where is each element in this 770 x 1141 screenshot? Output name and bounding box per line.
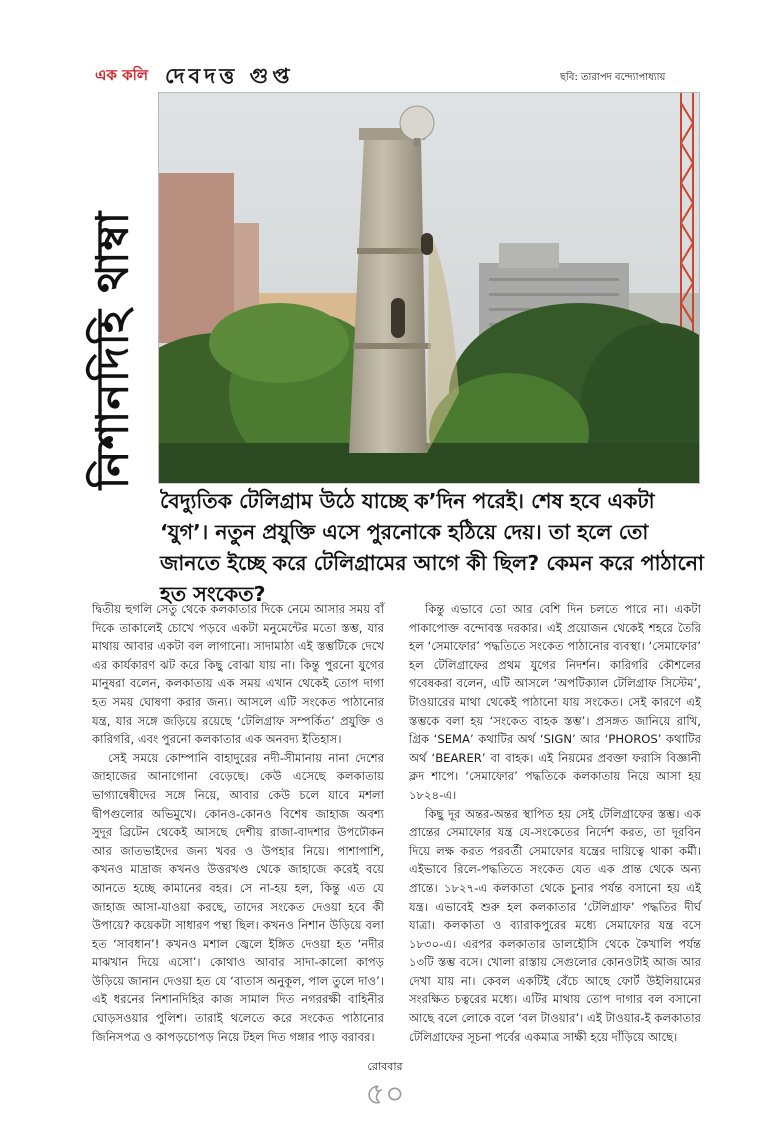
page-number: ৫০ — [365, 1077, 405, 1112]
body-paragraph: দ্বিতীয় হুগলি সেতু থেকে কলকাতার দিকে নেমে আসার সময় বাঁ দিকে তাকালেই চোখে পড়বে একটা মনুমেন্টের মতো স্তম্ভ, যার মাথায় আবার একটা বল লাগানো। সাদামাঠা এই স্তম্ভটিকে দেখে এর কার্যকারণ ঝট করে কিছু বোঝা যায় না। কিন্তু পুরনো যুগের মানুষরা বলেন, কলকাতায় এক সময় এখান থেকেই তোপ দাগা হত সময় ঘোষণা করার জন্য। আসলে এটি সংকেত পাঠানোর যন্ত্র, যার সঙ্গে জড়িয়ে রয়েছে ‘টেলিগ্রাফ সম্পর্কিত’ প্রযুক্তি ও কারিগরি, এবং পুরনো কলকাতার এক অনবদ্য ইতিহাস। — [92, 602, 384, 747]
body-paragraph: কিন্তু এভাবে তো আর বেশি দিন চলতে পারে না। একটা পাকাপোক্ত বন্দোবস্ত দরকার। এই প্রয়োজন থেকেই শহরে তৈরি হল ‘সেমাফোর’ পদ্ধতিতে সংকেত পাঠানোর ব্যবস্থা। ‘সেমাফোর’ হল টেলিগ্রাফের প্রথম যুগের নিদর্শন। কারিগরি কৌশলের গবেষকরা বলেন, এটি আসলে ‘অপটিক্যাল টেলিগ্রাফ সিস্টেম’, টাওয়ারের মাথা থেকেই পাঠানো যায় সংকেত। সেই কারণে এই স্তম্ভকে বলা হয় ‘সংকেত বাহক স্তম্ভ’। প্রসঙ্গত জানিয়ে রাখি, গ্রিক ‘SEMA’ কথাটির অর্থ ‘SIGN’ আর ‘PHOROS’ কথাটির অর্থ ‘BEARER’ বা বাহক। এই নিয়মের প্রবক্তা ফরাসি বিজ্ঞানী ক্লদ শাপে। ‘সেমাফোর’ পদ্ধতিকে কলকাতায় নিয়ে আসা হয় ১৮২৪-এ। — [409, 602, 701, 802]
column-tag: এক কলি — [95, 66, 149, 84]
lead-paragraph: বৈদ্যুতিক টেলিগ্রাম উঠে যাচ্ছে ক’দিন পরেই। শেষ হবে একটা ‘যুগ’। নতুন প্রযুক্তি এসে পুরনোকে হঠিয়ে দেয়। তা হলে তো জানতে ইচ্ছে করে টেলিগ্রামের আগে কী ছিল? কেমন করে পাঠানো হত সংকেত? — [160, 489, 704, 606]
body-paragraph: কিছু দূর অন্তর-অন্তর স্থাপিত হয় সেই টেলিগ্রাফের স্তম্ভ। এক প্রান্তের সেমাফোর যন্ত্র যে-সংকেতের নির্দেশ করত, তা দূরবিন দিয়ে লক্ষ করত পরবর্তী সেমাফোর যন্ত্রের দায়িত্বে থাকা কর্মী। এইভাবে রিলে-পদ্ধতিতে সংকেত যেত এক প্রান্ত থেকে অন্য প্রান্তে। ১৮২৭-এ কলকাতা থেকে চুনার পর্যন্ত বসানো হয় এই যন্ত্র। এভাবেই শুরু হল কলকাতার ‘টেলিগ্রাফ’ পদ্ধতির দীর্ঘ যাত্রা। কলকাতা ও ব্যারাকপুরের মধ্যে সেমাফোর যন্ত্র বসে ১৮৩০-এ। এরপর কলকাতার ডালহৌসি থেকে কৈখালি পর্যন্ত ১৩টি স্তম্ভ বসে। খোলা রাস্তায় সেগুলোর কোনওটাই আজ আর দেখা যায় না। কেবল একটিই বেঁচে আছে ফোর্ট উইলিয়ামের সংরক্ষিত চত্বরের মধ্যে। এটির মাথায় তোপ দাগার বল বসানো আছে বলে লোকে বলে ‘বল টাওয়ার’। এই টাওয়ার-ই কলকাতার টেলিগ্রাফের সূচনা পর্বের একমাত্র সাক্ষী হয়ে দাঁড়িয়ে আছে। — [409, 806, 701, 1044]
magazine-name: রোববার — [367, 1060, 403, 1073]
photo-rule — [158, 483, 698, 484]
headline-block — [76, 210, 156, 490]
body-paragraph: সেই সময়ে কোম্পানি বাহাদুরের নদী-সীমানায় নানা দেশের জাহাজের আনাগোনা বেড়েছে। কেউ এসেছে কলকাতায় ভাগ্যান্বেষীদের সঙ্গে নিয়ে, আবার কেউ চলে যাবে মশলা দ্বীপগুলোর অভিমুখে। কোনও-কোনও বিশেষ জাহাজ অবশ্য সুদূর ব্রিটেন থেকেই আসছে দেশীয় রাজা-বাদশার উপঢৌকন আর জাতভাইদের জন্য খবর ও উপহার নিয়ে। পাশাপাশি, কখনও মাদ্রাজ কখনও উত্তরখণ্ড থেকে জাহাজে করেই বয়ে আনতে হচ্ছে কামানের বহর। সে না-হয় হল, কিন্তু এত যে জাহাজ আসা-যাওয়া করছে, তাদের সংকেত দেওয়া হবে কী উপায়ে? কয়েকটা সাধারণ পন্থা ছিল। কখনও নিশান উড়িয়ে বলা হত ‘সাবধান’! কখনও মশাল জ্বেলে ইঙ্গিত দেওয়া হত ‘নদীর মাঝখান দিয়ে এসো’। কোথাও আবার সাদা-কালো কাপড় উড়িয়ে জানান দেওয়া হত যে ‘বাতাস অনুকূল, পাল তুলে দাও’। এই ধরনের নিশানদিহির কাজ সামাল দিত নগররক্ষী বাহিনীর ঘোড়সওয়ার পুলিশ। তারাই থলেতে করে সংকেত পাঠানোর জিনিসপত্র ও কাপড়চোপড় নিয়ে টহল দিত গঙ্গার পাড় বরাবর। — [92, 750, 384, 1044]
tower-photo — [158, 92, 700, 484]
body-column-left — [92, 600, 384, 1046]
headline: নিশানদিহি থাম্বা — [87, 210, 139, 490]
body-column-right — [409, 600, 701, 1046]
photo-credit: ছবি: তারাপদ বন্দ্যোপাধ্যায় — [560, 72, 666, 83]
author-name: দেবদত্ত গুপ্ত — [165, 64, 294, 88]
